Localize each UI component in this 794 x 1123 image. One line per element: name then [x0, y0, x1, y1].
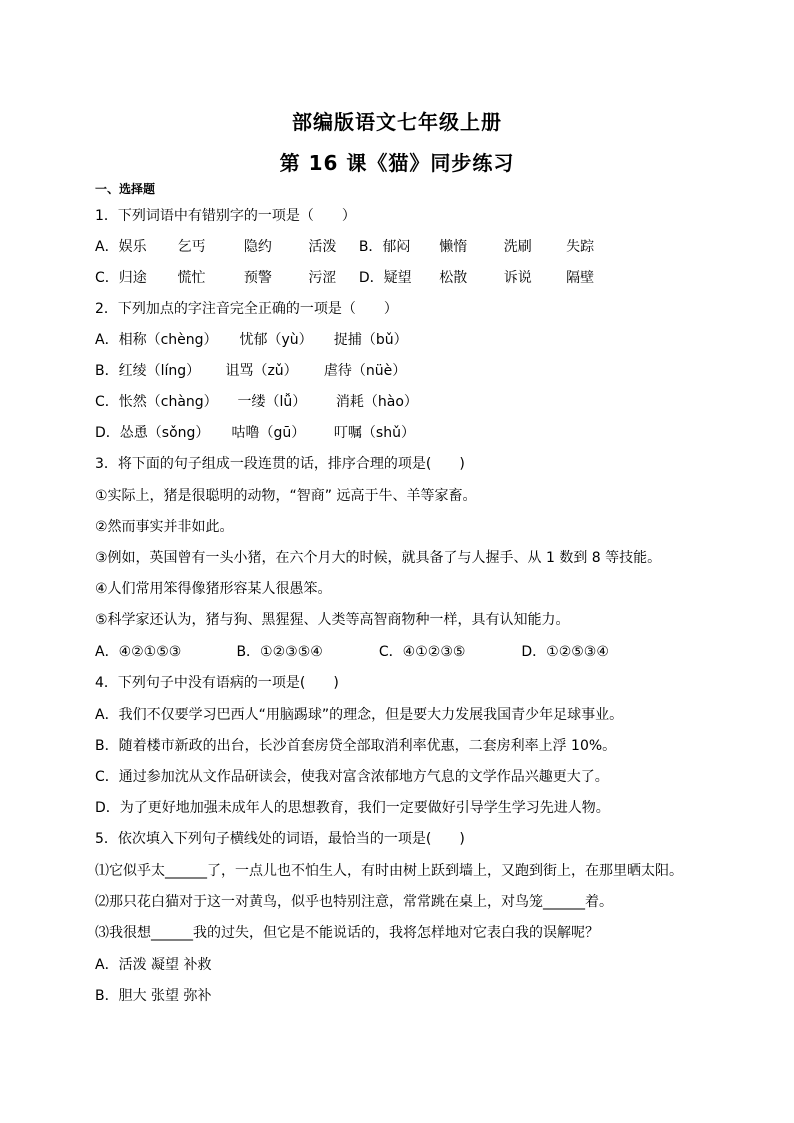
option-item: 一缕（lǚ）	[237, 394, 307, 410]
question-1-stem: 1．下列词语中有错别字的一项是（ ）	[95, 208, 356, 224]
option-item: C．④①②③⑤	[378, 644, 466, 660]
question-2-option-b	[95, 362, 406, 380]
option-word: 懒惰	[439, 239, 468, 255]
option-word: 乞丐	[177, 239, 206, 255]
question-3-sentence: ③例如，英国曾有一头小猪，在六个月大的时候，就具备了与人握手、从 1 数到 8 等技能。	[95, 550, 662, 566]
option-word: D．疑望	[358, 270, 412, 286]
option-item: 捉捕（bǔ）	[333, 332, 408, 348]
question-5-sentence: ⑴它似乎太______了，一点儿也不怕生人，有时由树上跃到墙上，又跑到街上，在那里晒太阳。	[95, 863, 683, 879]
question-3-options	[95, 643, 609, 661]
option-item: 虐待（nüè）	[323, 363, 407, 379]
option-item: 叮嘱（shǔ）	[333, 425, 415, 441]
question-5-option-b: B．胆大 张望 弥补	[95, 988, 212, 1004]
question-4-stem: 4．下列句子中没有语病的一项是( )	[95, 675, 339, 691]
question-5-sentence: ⑶我很想______我的过失，但它是不能说话的，我将怎样地对它表白我的误解呢？	[95, 925, 599, 941]
option-item: A．④②①⑤③	[95, 644, 182, 660]
question-2-option-d	[95, 424, 415, 442]
question-4-option-b: B．随着楼市新政的出台，长沙首套房贷全部取消利率优惠，二套房利率上浮 10%。	[95, 738, 617, 754]
option-item: A．相称（chèng）	[95, 332, 218, 348]
document-subtitle: 第 16 课《猫》同步练习	[279, 151, 515, 175]
question-2-stem: 2．下列加点的字注音完全正确的一项是（ ）	[95, 301, 398, 317]
question-3-stem: 3．将下面的句子组成一段连贯的话，排序合理的项是( )	[95, 456, 465, 472]
option-item: C．怅然（chàng）	[95, 394, 218, 410]
question-3-sentence: ②然而事实并非如此。	[95, 519, 234, 535]
question-1-options-row-1	[95, 238, 594, 256]
question-3-sentence: ⑤科学家还认为，猪与狗、黑猩猩、人类等高智商物种一样，具有认知能力。	[95, 612, 570, 628]
section-heading: 一、选择题	[95, 182, 156, 196]
option-word: C．归途	[95, 270, 147, 286]
option-word: 松散	[439, 270, 468, 286]
question-3-sentence: ④人们常用笨得像猪形容某人很愚笨。	[95, 581, 332, 597]
question-2-option-c	[95, 393, 418, 411]
question-5-sentence: ⑵那只花白猫对于这一对黄鸟，似乎也特别注意，常常跳在桌上，对鸟笼______着。	[95, 894, 613, 910]
option-word: B．郁闷	[358, 239, 411, 255]
question-5-stem: 5．依次填入下列句子横线处的词语，最恰当的一项是( )	[95, 831, 465, 847]
option-word: 洗刷	[503, 239, 532, 255]
option-word: 慌忙	[177, 270, 206, 286]
option-word: 预警	[243, 270, 272, 286]
question-4-option-c: C．通过参加沈从文作品研读会，使我对富含浓郁地方气息的文学作品兴趣更大了。	[95, 769, 609, 785]
option-word: 诉说	[503, 270, 532, 286]
option-word: A．娱乐	[95, 239, 147, 255]
question-2-option-a	[95, 331, 408, 349]
option-item: B．红绫（líng）	[95, 363, 201, 379]
option-item: D．怂恿（sǒng）	[95, 425, 210, 441]
option-item: 诅骂（zǔ）	[225, 363, 298, 379]
option-word: 活泼	[308, 239, 337, 255]
option-word: 失踪	[566, 239, 595, 255]
question-5-option-a: A．活泼 凝望 补救	[95, 957, 212, 973]
option-item: 消耗（hào）	[335, 394, 418, 410]
option-word: 污涩	[308, 270, 337, 286]
option-item: B．①②③⑤④	[236, 644, 323, 660]
option-item: 咕噜（gū）	[231, 425, 306, 441]
question-4-option-a: A．我们不仅要学习巴西人“用脑踢球”的理念，但是要大力发展我国青少年足球事业。	[95, 707, 624, 723]
question-3-sentence: ①实际上，猪是很聪明的动物，“智商” 远高于牛、羊等家畜。	[95, 488, 477, 504]
option-item: D．①②⑤③④	[521, 644, 609, 660]
question-4-option-d: D．为了更好地加强未成年人的思想教育，我们一定要做好引导学生学习先进人物。	[95, 800, 610, 816]
question-1-options-row-2	[95, 269, 594, 287]
option-item: 忧郁（yù）	[239, 332, 313, 348]
option-word: 隔壁	[566, 270, 595, 286]
option-word: 隐约	[243, 239, 272, 255]
document-title: 部编版语文七年级上册	[292, 110, 502, 134]
